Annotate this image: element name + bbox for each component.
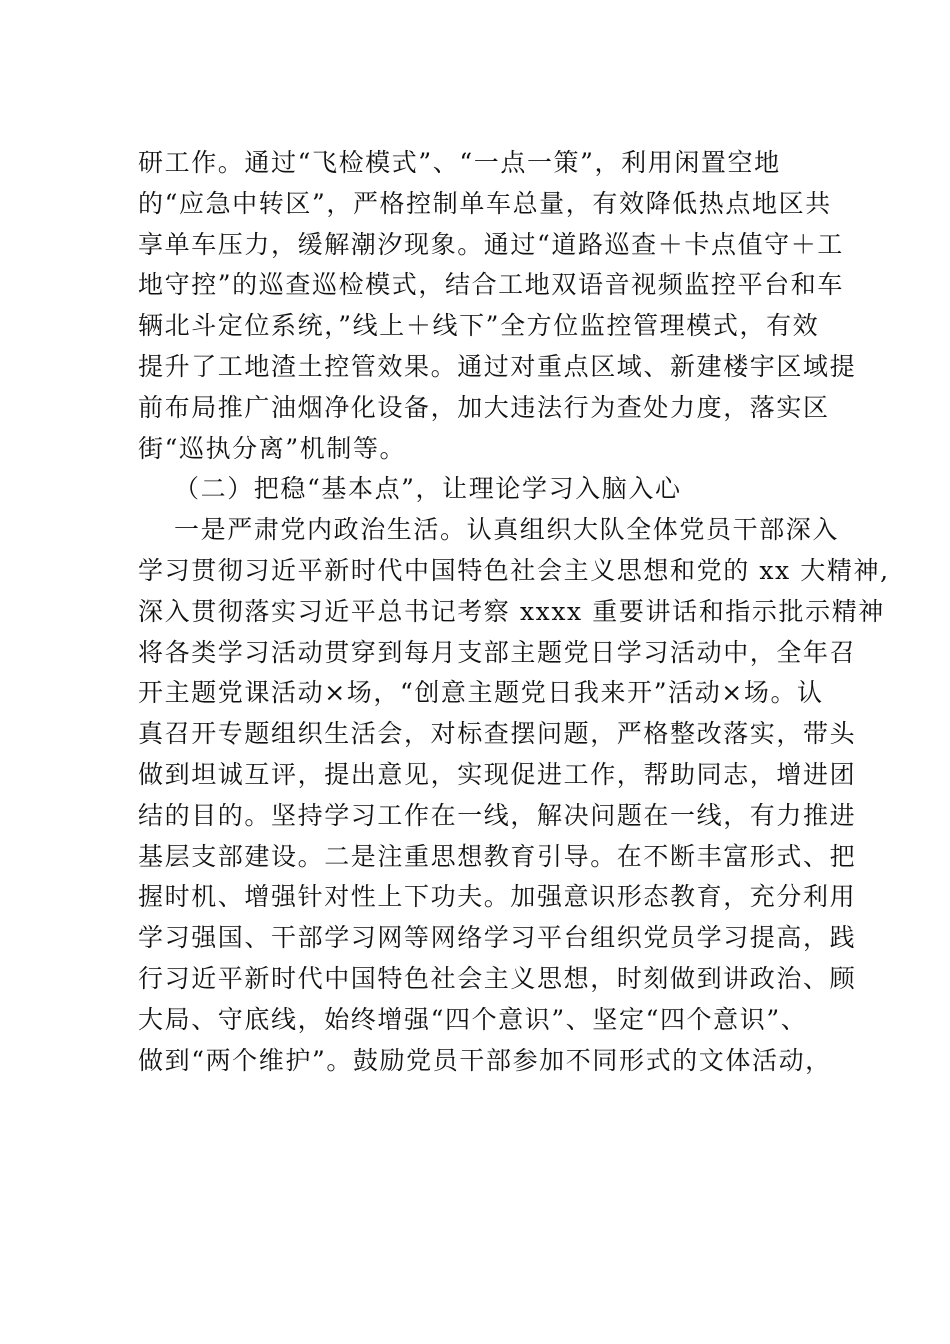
document-body [138,143,890,1081]
text-line: 地守控”的巡查巡检模式，结合工地双语音视频监控平台和车 [138,270,844,300]
text-line: 学习贯彻习近平新时代中国特色社会主义思想和党的 xx 大精神, [138,555,890,585]
text-line: 做到坦诚互评，提出意见，实现促进工作，帮助同志，增进团 [138,759,857,789]
text-line: 提升了工地渣土控管效果。通过对重点区域、新建楼宇区域提 [138,351,857,381]
text-line: 结的目的。坚持学习工作在一线，解决问题在一线，有力推进 [138,800,857,830]
text-line: 辆北斗定位系统，”线上＋线下”全方位监控管理模式，有效 [138,311,820,341]
text-line: 一是严肃党内政治生活。认真组织大队全体党员干部深入 [174,515,840,545]
text-line: 享单车压力，缓解潮汐现象。通过“道路巡查＋卡点值守＋工 [138,229,844,259]
text-line: 真召开专题组织生活会，对标查摆问题，严格整改落实，带头 [138,719,857,749]
text-line: 做到“两个维护”。鼓励党员干部参加不同形式的文体活动， [138,1045,832,1075]
text-line: 学习强国、干部学习网等网络学习平台组织党员学习提高，践 [138,923,857,953]
text-line: 开主题党课活动×场，“创意主题党日我来开”活动×场。认 [138,678,824,708]
text-line: 研工作。通过“飞检模式”、“一点一策”，利用闲置空地 [138,148,781,177]
text-line: 街“巡执分离”机制等。 [138,433,407,463]
section-heading: （二）把稳“基本点”，让理论学习入脑入心 [174,474,682,504]
text-line: 行习近平新时代中国特色社会主义思想，时刻做到讲政治、顾 [138,963,857,993]
text-line: 握时机、增强针对性上下功夫。加强意识形态教育，充分利用 [138,882,857,912]
text-line: 深入贯彻落实习近平总书记考察 xxxx 重要讲话和指示批示精神 [138,596,885,626]
text-line: 前布局推广油烟净化设备，加大违法行为查处力度，落实区 [138,392,830,422]
text-line: 的“应急中转区”，严格控制单车总量，有效降低热点地区共 [138,188,832,218]
text-line: 基层支部建设。二是注重思想教育引导。在不断丰富形式、把 [138,841,857,871]
text-line: 将各类学习活动贯穿到每月支部主题党日学习活动中，全年召 [138,637,857,667]
text-line: 大局、守底线，始终增强“四个意识”、坚定“四个意识”、 [138,1004,808,1034]
